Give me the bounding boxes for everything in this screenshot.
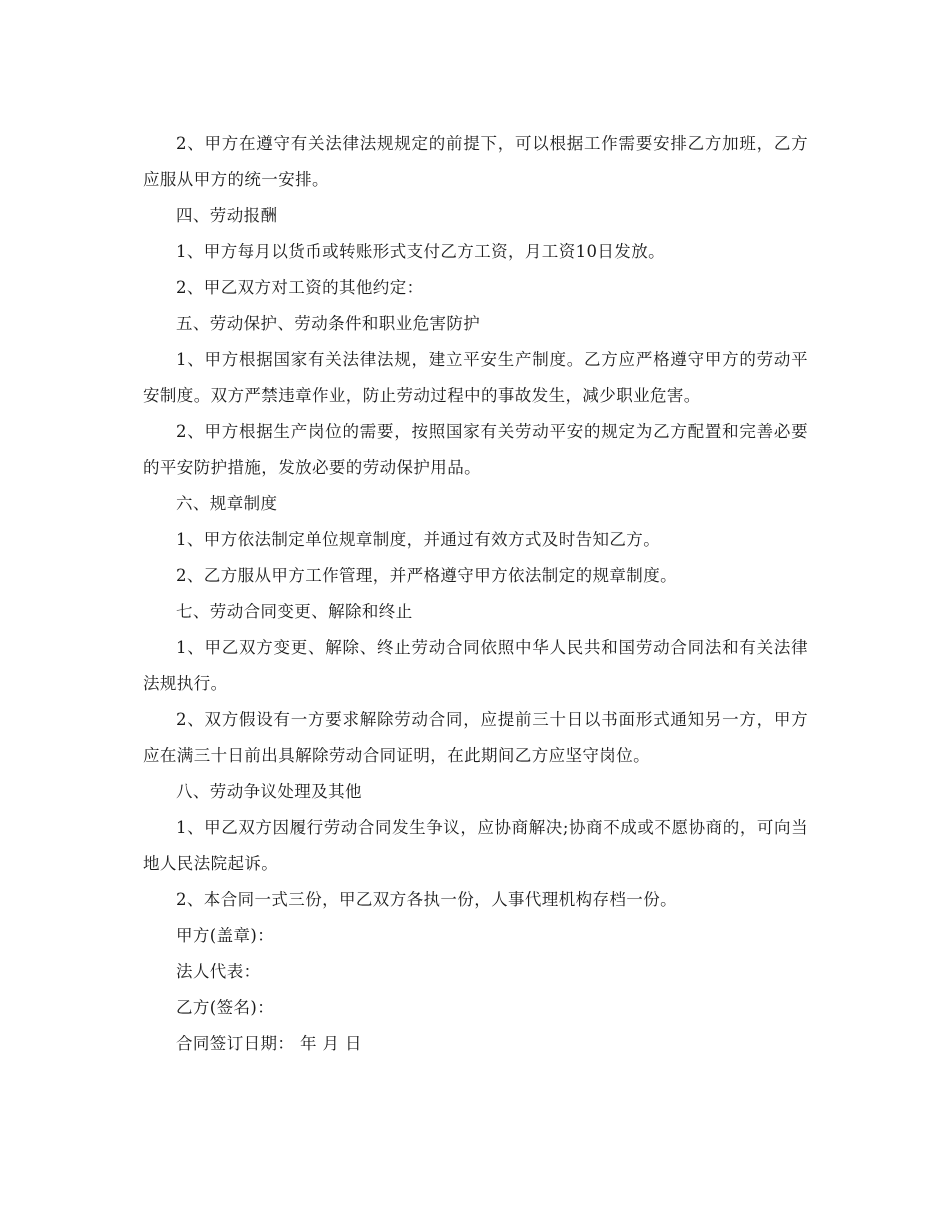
signature-party-b: 乙方(签名)：	[176, 998, 275, 1017]
section-heading-remuneration: 四、劳动报酬	[176, 206, 278, 225]
paragraph-termination-notice: 2、双方假设有一方要求解除劳动合同，应提前三十日以书面形式通知另一方，甲方应在满三十日前出具解除劳动合同证明，在此期间乙方应坚守岗位。	[143, 710, 808, 765]
paragraph-protective-measures: 2、甲方根据生产岗位的需要，按照国家有关劳动平安的规定为乙方配置和完善必要的平安防护措施，发放必要的劳动保护用品。	[143, 422, 808, 477]
section-heading-contract-changes: 七、劳动合同变更、解除和终止	[176, 602, 413, 621]
paragraph-salary-payment: 1、甲方每月以货币或转账形式支付乙方工资，月工资10日发放。	[176, 242, 665, 261]
signature-party-a: 甲方(盖章)：	[176, 926, 275, 945]
section-heading-disputes: 八、劳动争议处理及其他	[176, 782, 362, 801]
section-heading-labor-protection: 五、劳动保护、劳动条件和职业危害防护	[176, 314, 481, 333]
paragraph-copies: 2、本合同一式三份，甲乙双方各执一份，人事代理机构存档一份。	[176, 890, 677, 909]
paragraph-overtime: 2、甲方在遵守有关法律法规规定的前提下，可以根据工作需要安排乙方加班，乙方应服从甲方的统一安排。	[143, 134, 808, 189]
paragraph-contract-law: 1、甲乙双方变更、解除、终止劳动合同依照中华人民共和国劳动合同法和有关法律法规执行。	[143, 638, 808, 693]
paragraph-safety-system: 1、甲方根据国家有关法律法规，建立平安生产制度。乙方应严格遵守甲方的劳动平安制度。双方严禁违章作业，防止劳动过程中的事故发生，减少职业危害。	[143, 350, 808, 405]
paragraph-dispute-resolution: 1、甲乙双方因履行劳动合同发生争议，应协商解决;协商不成或不愿协商的，可向当地人民法院起诉。	[143, 818, 808, 873]
paragraph-rules-compliance: 2、乙方服从甲方工作管理，并严格遵守甲方依法制定的规章制度。	[176, 566, 677, 585]
paragraph-salary-other: 2、甲乙双方对工资的其他约定：	[176, 278, 424, 297]
signing-date: 合同签订日期： 年 月 日	[176, 1034, 362, 1053]
signature-legal-representative: 法人代表：	[176, 962, 261, 981]
section-heading-rules: 六、规章制度	[176, 494, 278, 513]
paragraph-rules-notice: 1、甲方依法制定单位规章制度，并通过有效方式及时告知乙方。	[176, 530, 661, 549]
document-page	[143, 126, 808, 1062]
